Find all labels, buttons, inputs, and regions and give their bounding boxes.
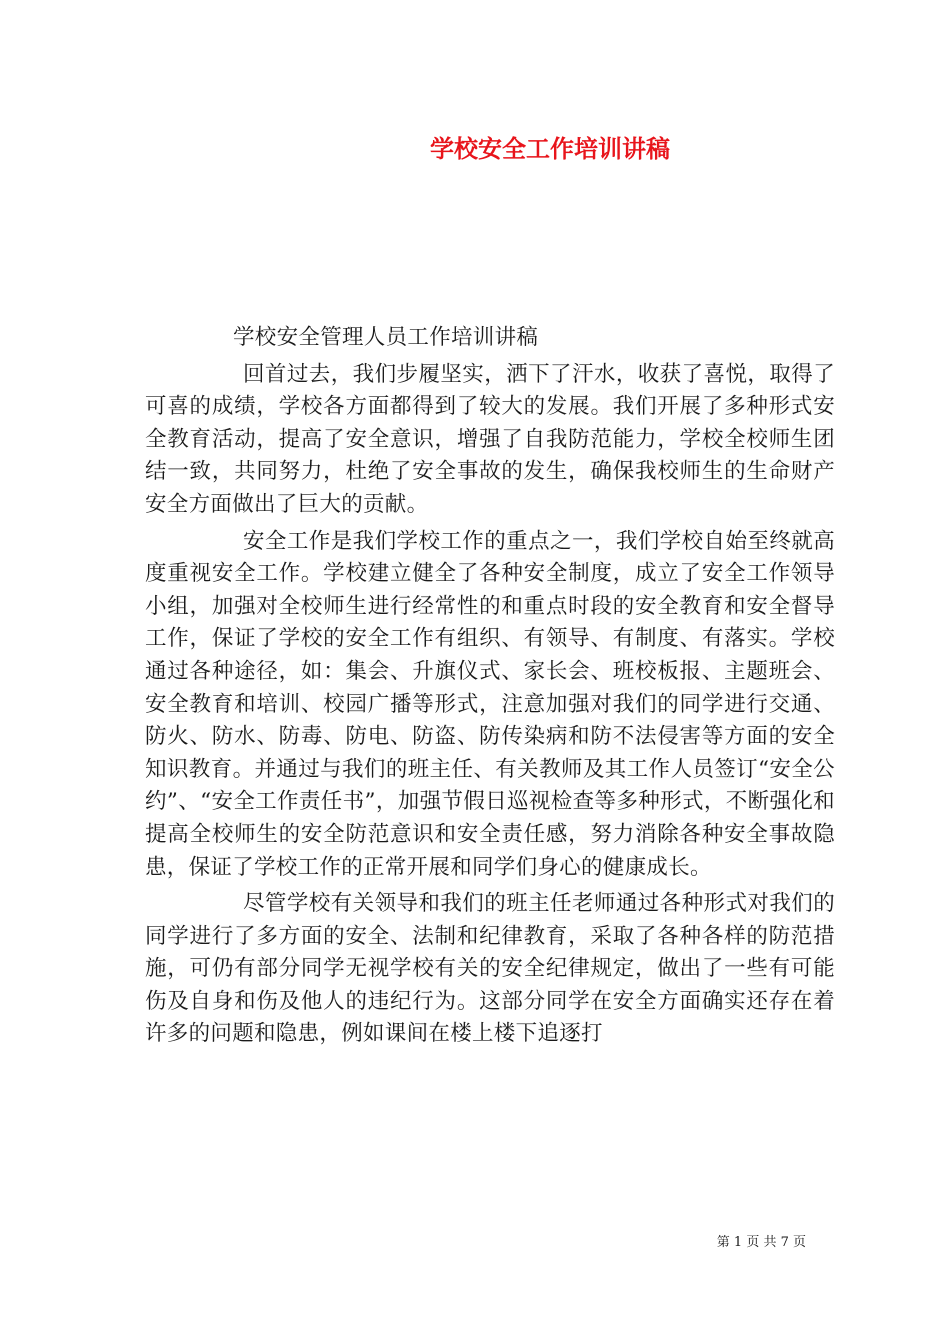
document-subtitle: 学校安全管理人员工作培训讲稿 <box>233 325 539 350</box>
document-title: 学校安全工作培训讲稿 <box>430 135 670 163</box>
page-number-footer: 第 1 页 共 7 页 <box>716 1235 806 1250</box>
paragraph: 安全工作是我们学校工作的重点之一，我们学校自始至终就高度重视安全工作。学校建立健全了各种安全制度，成立了安全工作领导小组，加强对全校师生进行经常性的和重点时段的安全教育和安全督导工作，保证了学校的安全工作有组织、有领导、有制度、有落实。学校通过各种途径，如：集会、升旗仪式、家长会、班校板报、主题班会、安全教育和培训、校园广播等形式，注意加强对我们的同学进行交通、防火、防水、防毒、防电、防盗、防传染病和防不法侵害等方面的安全知识教育。并通过与我们的班主任、有关教师及其工作人员签订“安全公约”、“安全工作责任书”，加强节假日巡视检查等多种形式，不断强化和提高全校师生的安全防范意识和安全责任感，努力消除各种安全事故隐患，保证了学校工作的正常开展和同学们身心的健康成长。 <box>145 528 835 880</box>
document-body <box>145 322 835 1055</box>
paragraph: 回首过去，我们步履坚实，洒下了汗水，收获了喜悦，取得了可喜的成绩，学校各方面都得到了较大的发展。我们开展了多种形式安全教育活动，提高了安全意识，增强了自我防范能力，学校全校师生团结一致，共同努力，杜绝了安全事故的发生，确保我校师生的生命财产安全方面做出了巨大的贡献。 <box>145 361 835 517</box>
paragraph: 尽管学校有关领导和我们的班主任老师通过各种形式对我们的同学进行了多方面的安全、法制和纪律教育，采取了各种各样的防范措施，可仍有部分同学无视学校有关的安全纪律规定，做出了一些有可能伤及自身和伤及他人的违纪行为。这部分同学在安全方面确实还存在着许多的问题和隐患，例如课间在楼上楼下追逐打 <box>145 891 835 1047</box>
